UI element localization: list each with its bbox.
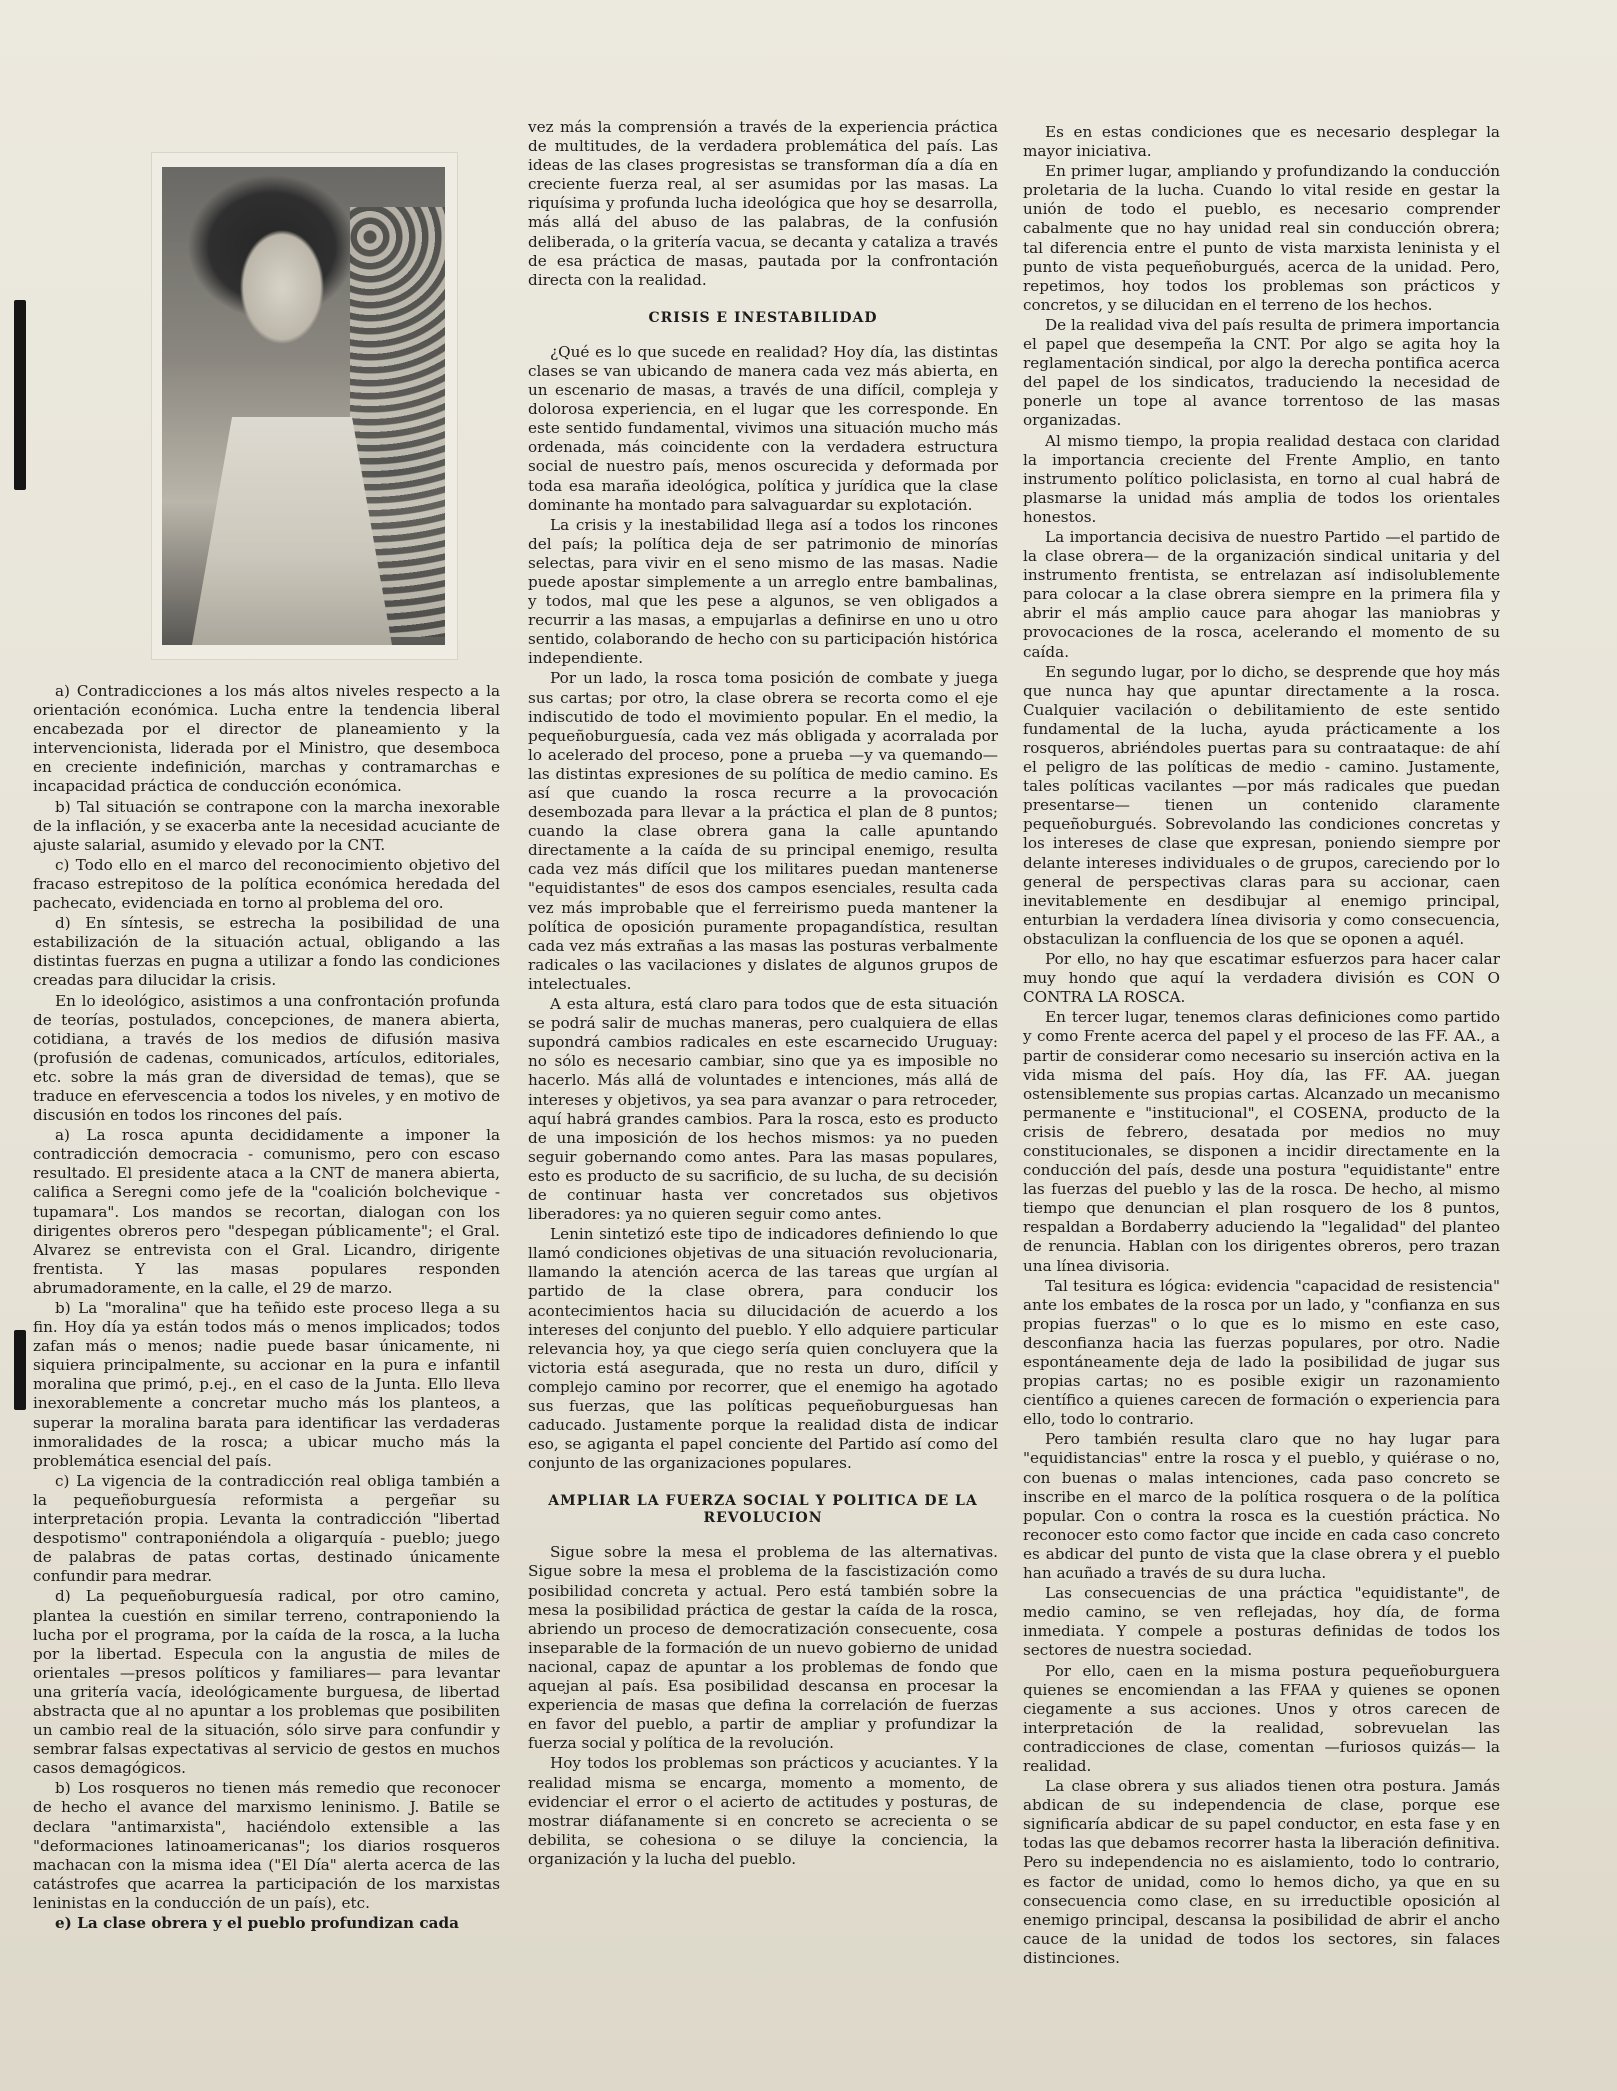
paragraph: La importancia decisiva de nuestro Partido —el partido de la clase obrera— de la organización sindical unitaria y del instrumento frentista, se entrelazan así indisolublemente para colocar a la clase obrera siempre en la primera fila y abrir el más amplio cauce para ahogar las maniobras y provocaciones de la rosca, acelerando el momento de su caída.	[1023, 527, 1500, 661]
paragraph: Las consecuencias de una práctica "equidistante", de medio camino, se ven reflejadas, hoy día, de forma inmediata. Y compele a posturas definidas de todos los sectores de nuestra sociedad.	[1023, 1584, 1500, 1660]
paragraph: Pero también resulta claro que no hay lugar para "equidistancias" entre la rosca y el pueblo, y quiérase o no, con buenas o malas intenciones, cada paso concreto se inscribe en el marco de la política rosquera o de la política popular. Con o contra la rosca es la cuestión práctica. No reconocer esto como factor que incide en cada caso concreto es abdicar del punto de vista que la clase obrera y el pueblo han acuñado a través de su dura lucha.	[1023, 1430, 1500, 1583]
paragraph: d) En síntesis, se estrecha la posibilidad de una estabilización de la situación actual, obligando a las distintas fuerzas en pugna a utilizar a fondo las condiciones creadas para dilucidar la crisis.	[33, 914, 500, 990]
paragraph: A esta altura, está claro para todos que de esta situación se podrá salir de muchas maneras, pero cualquiera de ellas supondrá cambios radicales en este escarnecido Uruguay: no sólo es necesario cambiar, sino que ya es imposible no hacerlo. Más allá de voluntades e intenciones, más allá de intereses y objetivos, ya sea para avanzar o para retroceder, aquí habrá grandes cambios. Para la rosca, esto es producto de una imposición de los hechos mismos: ya no pueden seguir gobernando como antes. Para las masas populares, esto es producto de su sacrificio, de su lucha, de su decisión de continuar hasta ver concretados sus objetivos liberadores: ya no quieren seguir como antes.	[528, 995, 998, 1224]
paragraph: Al mismo tiempo, la propia realidad destaca con claridad la importancia creciente del Frente Amplio, en tanto instrumento político policlasista, en torno al cual habrá de plasmarse la unidad más amplia de todos los orientales honestos.	[1023, 431, 1500, 526]
paragraph: Lenin sintetizó este tipo de indicadores definiendo lo que llamó condiciones objetivas de una situación revolucionaria, llamando la atención acerca de las tareas que urgían al partido de la clase obrera, para conducir los acontecimientos hacia su dilucidación de acuerdo a los intereses del conjunto del pueblo. Y ello adquiere particular relevancia hoy, ya que ciego sería quien concluyera que la victoria está asegurada, que no resta un duro, difícil y complejo camino por recorrer, que el enemigo ha agotado sus fuerzas, que las políticas pequeñoburguesas han caducado. Justamente porque la realidad dista de indicar eso, se agiganta el papel conciente del Partido así como del conjunto de las organizaciones populares.	[528, 1225, 998, 1473]
portrait-photo-frame	[151, 152, 458, 660]
column-3	[1023, 123, 1500, 1968]
paragraph: Sigue sobre la mesa el problema de las alternativas. Sigue sobre la mesa el problema de la fascistización como posibilidad concreta y actual. Pero está también sobre la mesa la posibilidad práctica de gestar la caída de la rosca, abriendo un proceso de democratización consecuente, cosa inseparable de la formación de un nuevo gobierno de unidad nacional, capaz de apuntar a los problemas de fondo que aquejan al país. Esa posibilidad descansa en procesar la experiencia de masas que defina la correlación de fuerzas en favor del pueblo, a partir de ampliar y profundizar la fuerza social y política de la revolución.	[528, 1543, 998, 1753]
paragraph: b) La "moralina" que ha teñido este proceso llega a su fin. Hoy día ya están todos más o menos implicados; todos zafan más o menos; nadie puede basar únicamente, ni siquiera principalmente, su accionar en la pura e infantil moralina que primó, p.ej., en el caso de la Junta. Ello lleva inexorablemente a concretar mucho más los planteos, a superar la moralina barata para identificar las verdaderas inmoralidades de la rosca; a ubicar mucho más la problemática esencial del país.	[33, 1299, 500, 1470]
paragraph: En segundo lugar, por lo dicho, se desprende que hoy más que nunca hay que apuntar directamente a la rosca. Cualquier vacilación o debilitamiento de este sentido fundamental de la lucha, ayuda prácticamente a los rosqueros, abriéndoles puertas para su contraataque: de ahí el peligro de las políticas de medio - camino. Justamente, tales políticas vacilantes —por más radicales que puedan presentarse— tienen un contenido claramente pequeñoburgués. Sobrevolando las condiciones concretas y los intereses de clase que expresan, poniendo siempre por delante intereses individuales o de grupos, careciendo por lo general de perspectivas claras para su accionar, caen inevitablemente en desdibujar al enemigo principal, enturbian la verdadera línea divisoria y como consecuencia, obstaculizan la confluencia de los que se oponen a aquél.	[1023, 662, 1500, 948]
column-2	[528, 118, 998, 1869]
paragraph: ¿Qué es lo que sucede en realidad? Hoy día, las distintas clases se van ubicando de manera cada vez más abierta, en un escenario de masas, a través de una difícil, compleja y dolorosa experiencia, en el lugar que les corresponde. En este sentido fundamental, vivimos una situación mucho más ordenada, más coincidente con la verdadera estructura social de nuestro país, menos oscurecida y deformada por toda esa maraña ideológica, política y jurídica que la clase dominante ha montado para salvaguardar su explotación.	[528, 342, 998, 514]
paragraph: c) Todo ello en el marco del reconocimiento objetivo del fracaso estrepitoso de la política económica heredada del pachecato, evidenciada en torno al problema del oro.	[33, 855, 500, 913]
paragraph: La crisis y la inestabilidad llega así a todos los rincones del país; la política deja de ser patrimonio de minorías selectas, para vivir en el seno mismo de las masas. Nadie puede apostar simplemente a un arreglo entre bambalinas, y todos, mal que les pese a algunos, se ven obligados a recurrir a las masas, a empujarlas a definirse en uno u otro sentido, colaborando de hecho con su participación histórica independiente.	[528, 515, 998, 668]
paragraph: b) Los rosqueros no tienen más remedio que reconocer de hecho el avance del marxismo leninismo. J. Batile se declara "antimarxista", haciéndolo extensible a las "deformaciones latinoamericanas"; los diarios rosqueros machacan con la misma idea ("El Día" alerta acerca de las catástrofes que acarrea la participación de los marxistas leninistas en la conducción de un país), etc.	[33, 1779, 500, 1912]
paragraph: c) La vigencia de la contradicción real obliga también a la pequeñoburguesía reformista a pergeñar su interpretación propia. Levanta la contradicción "libertad despotismo" contraponiéndola a oligarquía - pueblo; juego de palabras de patas cortas, destinado únicamente confundir para medrar.	[33, 1471, 500, 1586]
paragraph: Hoy todos los problemas son prácticos y acuciantes. Y la realidad misma se encarga, momento a momento, de evidenciar el error o el acierto de actitudes y posturas, de mostrar diáfanamente si en concreto se acrecienta o se debilita, se cohesiona o se diluye la conciencia, la organización y la lucha del pueblo.	[528, 1754, 998, 1868]
paragraph: vez más la comprensión a través de la experiencia práctica de multitudes, de la verdadera problemática del país. Las ideas de las clases progresistas se transforman día a día en creciente fuerza real, al ser asumidas por las masas. La riquísima y profunda lucha ideológica que hoy se desarrolla, más allá del abuso de las palabras, de la confusión deliberada, o la gritería vacua, se decanta y cataliza a través de esa práctica de masas, pautada por la confrontación directa con la realidad.	[528, 118, 998, 289]
paragraph: Por un lado, la rosca toma posición de combate y juega sus cartas; por otro, la clase obrera se recorta como el eje indiscutido de todo el movimiento popular. En el medio, la pequeñoburguesía, cada vez más obligada y acorralada por lo acelerado del proceso, pone a prueba —y va quemando— las distintas expresiones de su política de medio camino. Es así que cuando la rosca recurre a la provocación desembozada para llevar a la práctica el plan de 8 puntos; cuando la clase obrera gana la calle apuntando directamente a la caída de su principal enemigo, resulta cada vez más difícil que los militares puedan mantenerse "equidistantes" de esos dos campos esenciales, resulta cada vez más improbable que el ferreirismo pueda mantener la política de oposición puramente propagandística, resultan cada vez más extrañas a las masas las posturas verbalmente radicales o las vacilaciones y dislates de algunos grupos de intelectuales.	[528, 669, 998, 993]
paragraph: e) La clase obrera y el pueblo profundizan cada	[55, 1914, 459, 1932]
paragraph: La clase obrera y sus aliados tienen otra postura. Jamás abdican de su independencia de clase, porque ese significaría abdicar de su papel conductor, en esta fase y en todas las que debamos recorrer hasta la liberación definitiva. Pero su independencia no es aislamiento, todo lo contrario, es factor de unidad, como lo hemos dicho, ya que en su consecuencia como clase, en su irreductible oposición al enemigo principal, descansa la posibilidad de abrir el ancho cauce de la unidad de todos los sectores, sin falaces distinciones.	[1023, 1777, 1500, 1967]
column-1	[33, 118, 500, 1933]
scan-border-mark	[14, 1330, 26, 1410]
paragraph: Por ello, no hay que escatimar esfuerzos para hacer calar muy hondo que aquí la verdadera división es CON O CONTRA LA ROSCA.	[1023, 950, 1500, 1007]
section-heading-crisis: CRISIS E INESTABILIDAD	[648, 309, 878, 326]
paragraph: De la realidad viva del país resulta de primera importancia el papel que desempeña la CNT. Por algo se agita hoy la reglamentación sindical, por algo la derecha pontifica acerca del papel de los sindicatos, traduciendo la necesidad de ponerle un tope al avance torrentoso de las masas organizadas.	[1023, 315, 1500, 430]
paragraph: Es en estas condiciones que es necesario desplegar la mayor iniciativa.	[1023, 123, 1500, 161]
paragraph: En tercer lugar, tenemos claras definiciones como partido y como Frente acerca del papel y el proceso de las FF. AA., a partir de considerar como necesario su inserción activa en la vida misma del país. Hoy día, las FF. AA. juegan ostensiblemente sus propias cartas. Alcanzado un mecanismo permanente e "institucional", el COSENA, producto de la crisis de febrero, desatada por medios no muy constitucionales, se disponen a incidir directamente en la conducción del país, desde una postura "equidistante" entre las fuerzas del pueblo y las de la rosca. De hecho, al mismo tiempo que denuncian el plan rosquero de los 8 puntos, respaldan a Bordaberry aduciendo la "legalidad" del planteo de renuncia. Hablan con los dirigentes obreros, pero trazan una línea divisoria.	[1023, 1008, 1500, 1275]
paragraph: a) Contradicciones a los más altos niveles respecto a la orientación económica. Lucha entre la tendencia liberal encabezada por el director de planeamiento y la intervencionista, liderada por el Ministro, que desemboca en creciente indefinición, marchas y contramarchas e incapacidad práctica de conducción económica.	[33, 682, 500, 796]
paragraph: En primer lugar, ampliando y profundizando la conducción proletaria de la lucha. Cuando lo vital reside en gestar la unión de todo el pueblo, es necesario comprender cabalmente que no hay unidad real sin conducción obrera; tal diferencia entre el punto de vista marxista leninista y el punto de vista pequeñoburgués, acerca de la unidad. Pero, repetimos, hoy todos los problemas son prácticos y concretos, y se dilucidan en el terreno de los hechos.	[1023, 162, 1500, 314]
scan-border-mark	[14, 300, 26, 490]
portrait-photo	[162, 167, 445, 645]
paragraph: a) La rosca apunta decididamente a imponer la contradicción democracia - comunismo, pero con escaso resultado. El presidente ataca a la CNT de manera abierta, califica a Seregni como jefe de la "coalición bolchevique - tupamara". Los mandos se recortan, dialogan con los dirigentes obreros pero "despegan públicamente"; el Gral. Alvarez se entrevista con el Gral. Licandro, dirigente frentista. Y las masas populares responden abrumadoramente, en la calle, el 29 de marzo.	[33, 1126, 500, 1297]
paragraph: Tal tesitura es lógica: evidencia "capacidad de resistencia" ante los embates de la rosca por un lado, y "confianza en sus propias fuerzas" o lo que es lo mismo en este caso, desconfianza hacia las fuerzas populares, por otro. Nadie espontáneamente deja de lado la posibilidad de jugar sus propias cartas; no es posible exigir un razonamiento científico a quienes carecen de formación o experiencia para ello, todo lo contrario.	[1023, 1276, 1500, 1429]
paragraph: b) Tal situación se contrapone con la marcha inexorable de la inflación, y se exacerba ante la necesidad acuciante de ajuste salarial, asumido y elevado por la CNT.	[33, 797, 500, 854]
paragraph: Por ello, caen en la misma postura pequeñoburguera quienes se encomiendan a las FFAA y quienes se oponen ciegamente a sus acciones. Unos y otros carecen de interpretación de la realidad, sobrevuelan las contradicciones de clase, comentan —furiosos quizás— la realidad.	[1023, 1661, 1500, 1775]
section-heading-ampliar: AMPLIAR LA FUERZA SOCIAL Y POLITICA DE LA REVOLUCION	[548, 1493, 978, 1527]
paragraph: En lo ideológico, asistimos a una confrontación profunda de teorías, postulados, concepciones, de manera abierta, cotidiana, a través de los medios de difusión masiva (profusión de cadenas, comunicados, artículos, editoriales, etc. sobre la más gran de diversidad de temas), que se traduce en efervescencia a todos los niveles, y en motivo de discusión en todos los rincones del país.	[33, 991, 500, 1125]
paragraph: d) La pequeñoburguesía radical, por otro camino, plantea la cuestión en similar terreno, contraponiendo la lucha por el programa, por la caída de la rosca, a la lucha por la libertad. Especula con la angustia de miles de orientales —presos políticos y familiares— para levantar una gritería vacía, ideológicamente burguesa, de libertad abstracta que al no apuntar a los problemas que posibiliten un cambio real de la situación, sólo sirve para confundir y sembrar falsas expectativas al servicio de gestos en muchos casos demagógicos.	[33, 1587, 500, 1778]
